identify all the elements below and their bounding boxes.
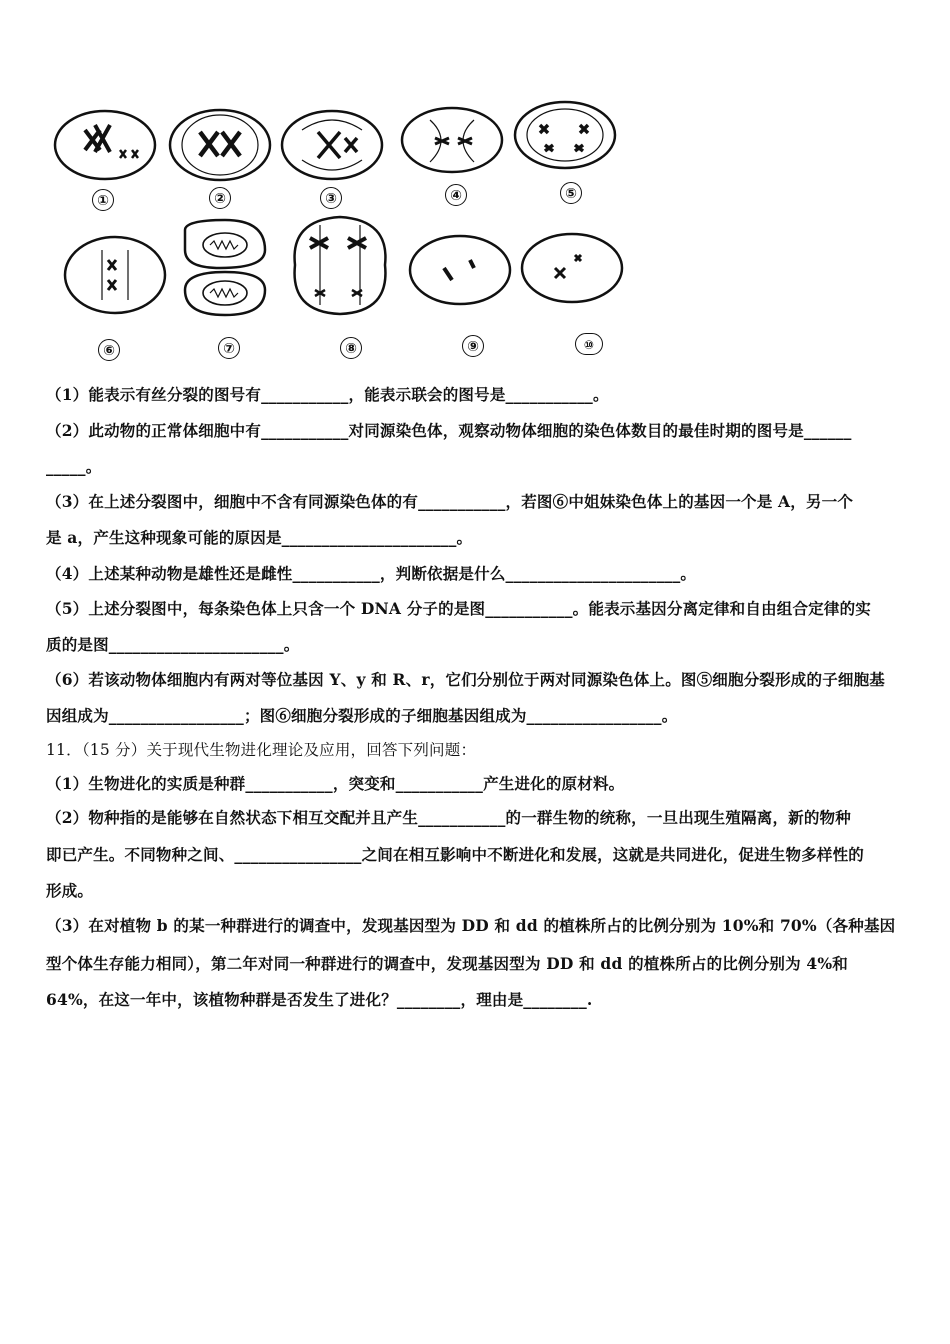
label-9: ⑨ <box>462 335 484 357</box>
cell-9 <box>410 236 510 304</box>
cell-4 <box>402 108 502 172</box>
cell-2 <box>170 110 270 180</box>
q10-line-1: （1）能表示有丝分裂的图号有___________，能表示联会的图号是___________。 <box>46 385 609 404</box>
q10-line-7: （5）上述分裂图中，每条染色体上只含一个 DNA 分子的是图___________。能表示基因分离定律和自由组合定律的实 <box>46 599 871 618</box>
q11-line-7: 64%，在这一年中，该植物种群是否发生了进化？________，理由是________. <box>46 990 593 1009</box>
cell-5 <box>515 102 615 168</box>
cell-diagrams-svg <box>40 90 660 370</box>
cell-6 <box>65 237 165 313</box>
label-10: ⑩ <box>575 333 603 355</box>
q11-title: 关于现代生物进化理论及应用，回答下列问题： <box>146 741 477 759</box>
label-4: ④ <box>445 184 467 206</box>
q10-line-5: 是 a，产生这种现象可能的原因是______________________。 <box>46 528 473 547</box>
q10-line-3: _____。 <box>46 457 102 476</box>
q11-header <box>46 740 906 760</box>
q11-line-2: （2）物种指的是能够在自然状态下相互交配并且产生___________的一群生物的统称，一旦出现生殖隔离，新的物种 <box>46 808 851 827</box>
label-2: ② <box>209 187 231 209</box>
cell-10 <box>522 234 622 302</box>
label-1: ① <box>92 189 114 211</box>
q11-line-6: 型个体生存能力相同），第二年对同一种群进行的调查中，发现基因型为 DD 和 dd 的植株所占的比例分别为 4%和 <box>46 954 849 973</box>
cell-division-figure <box>40 90 660 370</box>
cell-1 <box>55 111 155 179</box>
q10-line-9: （6）若该动物体细胞内有两对等位基因 Y、y 和 R、r，它们分别位于两对同源染色体上。图⑤细胞分裂形成的子细胞基 <box>46 670 885 689</box>
q11-line-5: （3）在对植物 b 的某一种群进行的调查中，发现基因型为 DD 和 dd 的植株所占的比例分别为 10%和 70%（各种基因 <box>46 916 896 935</box>
label-3: ③ <box>320 187 342 209</box>
q10-line-6: （4）上述某种动物是雄性还是雌性___________，判断依据是什么______________________。 <box>46 564 697 583</box>
q11-line-4: 形成。 <box>46 881 94 900</box>
q10-line-4: （3）在上述分裂图中，细胞中不含有同源染色体的有___________，若图⑥中姐妹染色体上的基因一个是 A，另一个 <box>46 492 854 511</box>
q11-line-3: 即已产生。不同物种之间、________________之间在相互影响中不断进化和发展，这就是共同进化，促进生物多样性的 <box>46 845 865 864</box>
q10-line-10: 因组成为_________________；图⑥细胞分裂形成的子细胞基因组成为_________________。 <box>46 706 678 725</box>
q11-line-1: （1）生物进化的实质是种群___________，突变和___________产生进化的原材料。 <box>46 774 625 793</box>
cell-8 <box>295 217 386 314</box>
cell-7 <box>185 220 265 315</box>
label-7: ⑦ <box>218 337 240 359</box>
q10-line-8: 质的是图______________________。 <box>46 635 300 654</box>
label-5: ⑤ <box>560 182 582 204</box>
cell-3 <box>282 111 382 179</box>
q11-number: 11．（15 分） <box>46 741 147 759</box>
label-6: ⑥ <box>98 339 120 361</box>
label-8: ⑧ <box>340 337 362 359</box>
q10-line-2: （2）此动物的正常体细胞中有___________对同源染色体，观察动物体细胞的染色体数目的最佳时期的图号是______ <box>46 421 852 440</box>
